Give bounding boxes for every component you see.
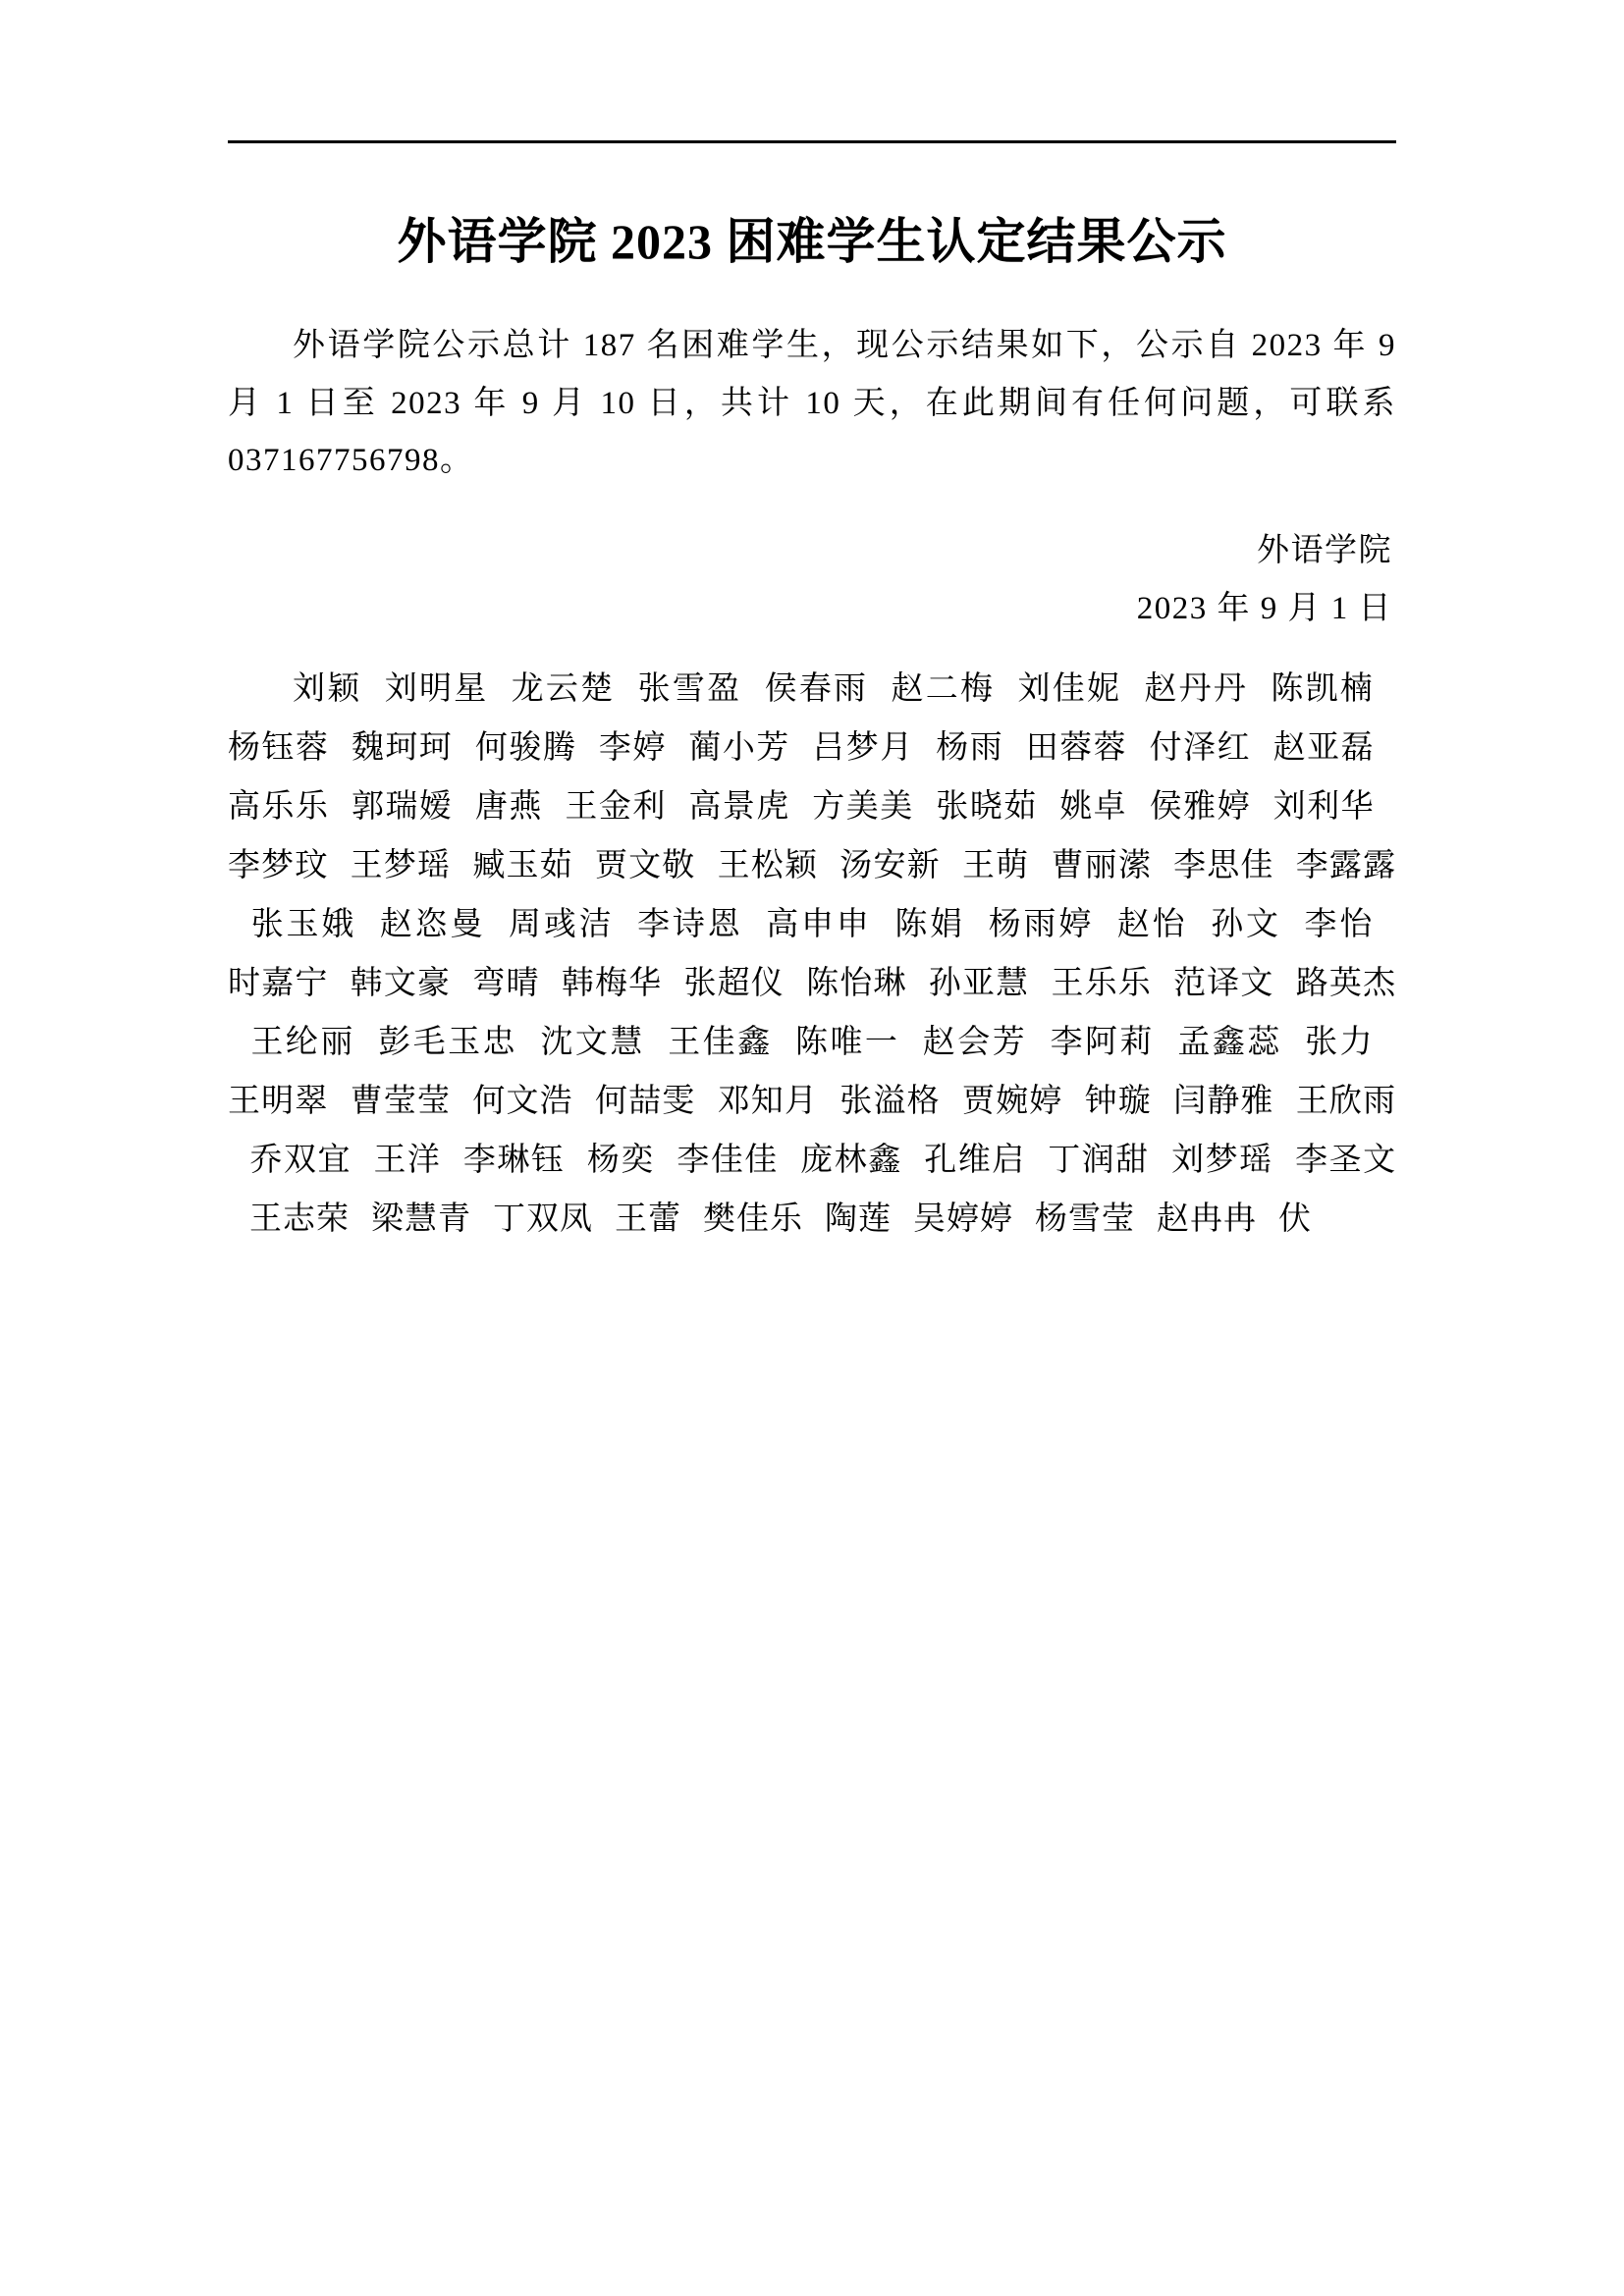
student-name: 彭毛玉忠 xyxy=(376,1024,518,1060)
name-separator xyxy=(517,1013,539,1072)
student-name: 赵恣曼 xyxy=(378,906,486,942)
name-separator xyxy=(361,660,383,719)
student-name: 赵二梅 xyxy=(890,670,996,707)
name-separator xyxy=(1273,1131,1295,1190)
student-name: 时嘉宁 xyxy=(228,965,329,1001)
student-name: 路英杰 xyxy=(1295,965,1397,1001)
student-name: 樊佳乐 xyxy=(703,1201,803,1238)
student-name: 王蕾 xyxy=(615,1201,681,1238)
student-name: 周彧洁 xyxy=(507,906,615,942)
name-separator xyxy=(1375,777,1396,836)
student-name: 姚卓 xyxy=(1058,788,1128,825)
student-name: 弯晴 xyxy=(472,965,540,1001)
name-separator xyxy=(573,1072,595,1131)
name-separator xyxy=(329,1072,351,1131)
name-separator xyxy=(1029,954,1051,1013)
student-name: 赵会芳 xyxy=(921,1024,1028,1060)
student-name: 侯雅婷 xyxy=(1149,788,1252,825)
student-name: 王梦瑶 xyxy=(350,847,452,883)
student-name: 王欣雨 xyxy=(1295,1084,1397,1119)
name-separator xyxy=(1127,719,1149,777)
name-separator xyxy=(451,836,472,895)
name-separator xyxy=(1274,1072,1296,1131)
student-name: 杨雨 xyxy=(935,729,1004,766)
student-name: 范译文 xyxy=(1172,965,1274,1001)
student-name: 高景虎 xyxy=(687,788,790,825)
name-separator xyxy=(356,895,378,954)
student-name: 龙云楚 xyxy=(510,670,616,707)
name-separator xyxy=(614,895,635,954)
student-name: 李佳佳 xyxy=(676,1143,779,1179)
student-name: 沈文慧 xyxy=(539,1024,645,1060)
name-separator xyxy=(818,1072,839,1131)
student-name: 李婷 xyxy=(598,729,667,766)
student-name: 何骏腾 xyxy=(474,729,577,766)
student-name: 赵丹丹 xyxy=(1143,670,1249,707)
header-divider xyxy=(228,140,1396,143)
name-separator xyxy=(790,719,812,777)
name-separator xyxy=(695,1072,717,1131)
student-name: 陈凯楠 xyxy=(1270,670,1376,707)
student-name: 刘利华 xyxy=(1272,788,1376,825)
name-separator xyxy=(655,1131,677,1190)
student-name: 韩文豪 xyxy=(350,965,452,1001)
name-separator xyxy=(329,719,351,777)
signature-organization: 外语学院 xyxy=(1257,533,1392,569)
student-name-list xyxy=(228,660,1396,1249)
name-separator xyxy=(803,1190,825,1249)
student-name: 王明翠 xyxy=(228,1084,329,1119)
name-separator xyxy=(1013,1190,1035,1249)
student-name: 陶莲 xyxy=(825,1201,892,1238)
student-name: 钟璇 xyxy=(1084,1084,1152,1119)
student-name: 何文浩 xyxy=(472,1084,573,1119)
name-separator xyxy=(899,1013,921,1072)
student-name: 贾文敬 xyxy=(594,847,696,883)
student-name: 曹丽潆 xyxy=(1051,847,1152,883)
student-name: 丁润甜 xyxy=(1047,1143,1150,1179)
name-separator xyxy=(995,660,1016,719)
student-name: 张超仪 xyxy=(683,965,785,1001)
name-separator xyxy=(1187,895,1209,954)
name-separator xyxy=(451,1072,472,1131)
student-name: 方美美 xyxy=(811,788,914,825)
name-separator xyxy=(1375,895,1396,954)
student-name: 乔双宜 xyxy=(249,1143,352,1179)
student-name: 李露露 xyxy=(1295,847,1397,883)
name-separator xyxy=(1152,954,1173,1013)
name-separator xyxy=(1281,895,1303,954)
student-name: 邓知月 xyxy=(717,1084,819,1119)
student-name: 曹莹莹 xyxy=(350,1084,452,1119)
name-separator xyxy=(1274,836,1296,895)
name-separator xyxy=(741,660,763,719)
name-separator xyxy=(1029,836,1051,895)
name-separator xyxy=(872,895,893,954)
student-name: 王乐乐 xyxy=(1051,965,1152,1001)
student-name: 丁双凤 xyxy=(493,1201,593,1238)
student-name: 赵冉冉 xyxy=(1157,1201,1257,1238)
student-name: 李琳钰 xyxy=(462,1143,566,1179)
student-name: 陈唯一 xyxy=(793,1024,900,1060)
student-name: 王志荣 xyxy=(249,1201,350,1238)
name-separator xyxy=(1003,719,1025,777)
name-separator xyxy=(355,1013,377,1072)
name-separator xyxy=(350,1190,371,1249)
name-separator xyxy=(965,895,987,954)
name-separator xyxy=(543,777,565,836)
name-separator xyxy=(1150,1131,1171,1190)
name-separator xyxy=(1375,660,1396,719)
document-body xyxy=(228,0,1396,1249)
name-separator xyxy=(453,719,474,777)
student-name: 张玉娥 xyxy=(249,906,357,942)
name-separator xyxy=(565,1131,586,1190)
name-separator xyxy=(1282,1013,1304,1072)
student-name: 王佳鑫 xyxy=(666,1024,773,1060)
name-separator xyxy=(667,777,688,836)
student-name: 杨奕 xyxy=(586,1143,655,1179)
announcement-paragraph: 外语学院公示总计 187 名困难学生，现公示结果如下，公示自 2023 年 9 月 1 日至 2023 年 9 月 10 日，共计 10 天，在此期间有任何问题，可联系 037167756798。 xyxy=(228,328,1396,479)
name-separator xyxy=(785,954,806,1013)
name-separator xyxy=(667,719,688,777)
student-name: 孙亚慧 xyxy=(928,965,1030,1001)
student-name: 臧玉茹 xyxy=(472,847,573,883)
student-name: 王洋 xyxy=(372,1143,442,1179)
name-separator xyxy=(695,836,717,895)
name-separator xyxy=(1135,1190,1157,1249)
student-name: 李思佳 xyxy=(1172,847,1274,883)
name-separator xyxy=(228,895,249,954)
name-separator xyxy=(1152,836,1173,895)
name-separator xyxy=(573,836,595,895)
student-name: 赵怡 xyxy=(1115,906,1188,942)
student-name: 刘梦瑶 xyxy=(1170,1143,1273,1179)
student-name: 韩梅华 xyxy=(561,965,663,1001)
name-separator xyxy=(914,719,936,777)
name-separator xyxy=(743,895,765,954)
name-separator xyxy=(892,1190,913,1249)
student-name: 孙文 xyxy=(1209,906,1281,942)
name-separator xyxy=(941,1072,962,1131)
student-name: 李阿莉 xyxy=(1049,1024,1155,1060)
name-separator xyxy=(1248,660,1270,719)
name-separator xyxy=(540,954,562,1013)
student-name: 王萌 xyxy=(961,847,1030,883)
name-separator xyxy=(1062,1072,1084,1131)
student-name: 张雪盈 xyxy=(636,670,742,707)
student-name: 孔维启 xyxy=(923,1143,1026,1179)
name-separator xyxy=(941,836,962,895)
name-separator xyxy=(662,954,683,1013)
name-separator xyxy=(485,895,507,954)
student-name: 蔺小芳 xyxy=(687,729,790,766)
name-separator xyxy=(907,954,929,1013)
name-separator xyxy=(576,719,598,777)
student-name: 张晓茹 xyxy=(935,788,1038,825)
student-name: 刘明星 xyxy=(383,670,489,707)
student-name: 付泽红 xyxy=(1149,729,1252,766)
student-name: 王金利 xyxy=(564,788,667,825)
name-separator xyxy=(1257,1190,1278,1249)
student-name: 贾婉婷 xyxy=(961,1084,1063,1119)
name-separator xyxy=(228,1190,249,1249)
student-name: 汤安新 xyxy=(839,847,941,883)
name-separator xyxy=(1038,777,1059,836)
name-separator xyxy=(352,1131,373,1190)
student-name: 张溢格 xyxy=(839,1084,941,1119)
name-separator xyxy=(645,1013,667,1072)
student-name: 张力 xyxy=(1303,1024,1376,1060)
name-separator xyxy=(228,1131,249,1190)
student-name: 何喆雯 xyxy=(594,1084,696,1119)
student-name: 李圣文 xyxy=(1294,1143,1397,1179)
name-separator xyxy=(681,1190,703,1249)
student-name: 李诗恩 xyxy=(635,906,743,942)
name-separator xyxy=(1127,777,1149,836)
student-name: 侯春雨 xyxy=(763,670,869,707)
signature-block xyxy=(228,522,1396,637)
student-name: 田蓉蓉 xyxy=(1025,729,1128,766)
name-separator xyxy=(1155,1013,1176,1072)
student-name: 杨雨婷 xyxy=(986,906,1095,942)
name-separator xyxy=(441,1131,462,1190)
name-separator xyxy=(1027,1013,1049,1072)
student-name: 梁慧青 xyxy=(371,1201,471,1238)
student-name: 伏 xyxy=(1278,1201,1312,1238)
name-separator xyxy=(329,836,351,895)
name-separator xyxy=(488,660,510,719)
student-name: 陈娟 xyxy=(893,906,965,942)
student-name: 刘佳妮 xyxy=(1016,670,1122,707)
student-name: 吕梦月 xyxy=(811,729,914,766)
name-separator xyxy=(868,660,890,719)
student-name: 高申申 xyxy=(764,906,872,942)
student-name: 刘颖 xyxy=(293,670,362,707)
name-separator xyxy=(790,777,812,836)
name-separator xyxy=(773,1013,794,1072)
name-separator xyxy=(615,660,636,719)
name-separator xyxy=(1094,895,1115,954)
name-separator xyxy=(1152,1072,1173,1131)
student-name: 杨雪莹 xyxy=(1035,1201,1135,1238)
name-separator xyxy=(593,1190,615,1249)
name-separator xyxy=(471,1190,493,1249)
signature-date: 2023 年 9 月 1 日 xyxy=(1136,590,1392,626)
student-name: 李怡 xyxy=(1302,906,1376,942)
student-name: 高乐乐 xyxy=(228,788,330,825)
student-name: 王松颖 xyxy=(717,847,819,883)
student-name: 陈怡琳 xyxy=(805,965,907,1001)
student-name: 唐燕 xyxy=(474,788,543,825)
name-separator xyxy=(329,777,351,836)
student-name: 杨钰蓉 xyxy=(228,729,330,766)
name-separator xyxy=(1251,719,1272,777)
page-title: 外语学院 2023 困难学生认定结果公示 xyxy=(397,214,1227,269)
student-name: 庞林鑫 xyxy=(799,1143,902,1179)
student-name: 王纶丽 xyxy=(249,1024,355,1060)
name-separator xyxy=(453,777,474,836)
name-separator xyxy=(329,954,351,1013)
name-separator xyxy=(902,1131,924,1190)
name-separator xyxy=(1375,719,1396,777)
student-name: 赵亚磊 xyxy=(1272,729,1376,766)
name-separator xyxy=(1026,1131,1048,1190)
name-separator xyxy=(1274,954,1296,1013)
name-separator xyxy=(818,836,839,895)
student-name: 郭瑞嫒 xyxy=(351,788,454,825)
student-name: 吴婷婷 xyxy=(913,1201,1013,1238)
name-separator xyxy=(451,954,472,1013)
student-name: 魏珂珂 xyxy=(351,729,454,766)
student-name: 孟鑫蕊 xyxy=(1175,1024,1282,1060)
name-separator xyxy=(228,1013,249,1072)
name-separator xyxy=(914,777,936,836)
name-separator xyxy=(1121,660,1143,719)
student-name: 闫静雅 xyxy=(1172,1084,1274,1119)
name-separator xyxy=(1251,777,1272,836)
name-separator xyxy=(1375,1013,1396,1072)
student-name: 李梦玟 xyxy=(228,847,329,883)
name-separator xyxy=(779,1131,800,1190)
